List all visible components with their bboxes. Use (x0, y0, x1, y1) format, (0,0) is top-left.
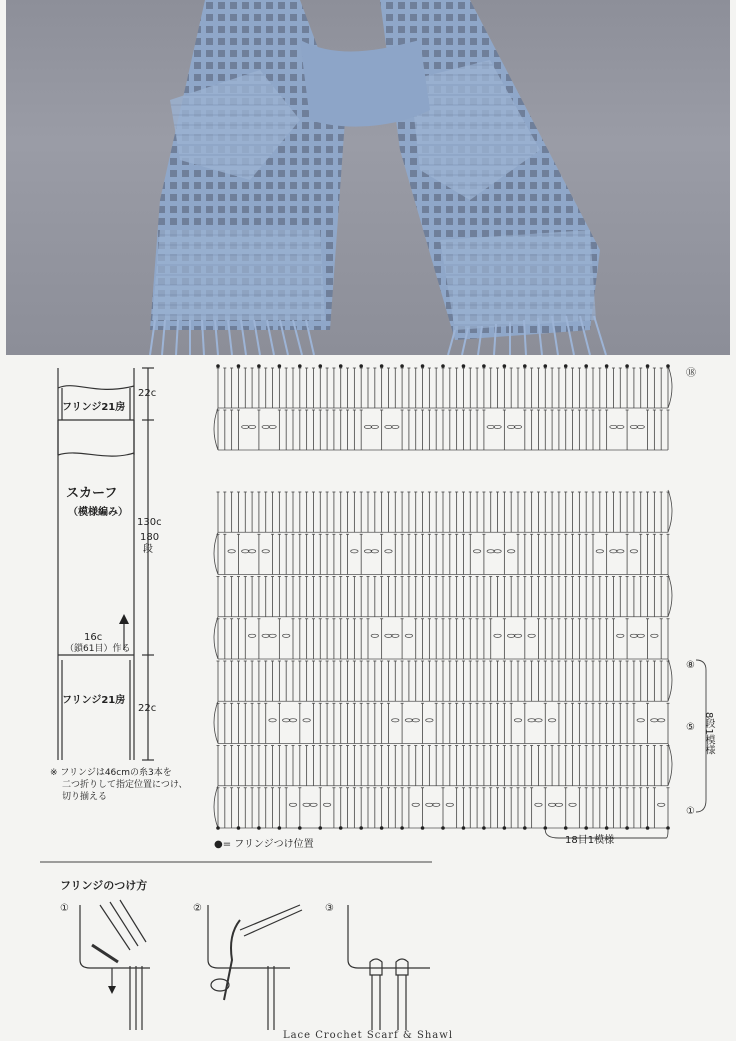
fringe-top-label: フリンジ21房 (62, 402, 126, 413)
row-label-8: ⑧ (686, 660, 695, 671)
scarf-rows-unit: 段 (143, 544, 153, 555)
howto-step-1: ① (60, 903, 69, 914)
scarf-rows-number: 180 (140, 532, 160, 543)
howto-step-2: ② (193, 903, 202, 914)
fringe-bottom-label: フリンジ21房 (62, 695, 126, 706)
repeat-rows-label: 8段1模様 (703, 712, 714, 755)
width-label: 16c (84, 632, 103, 643)
step2-drawing (208, 905, 302, 1030)
fringe-bottom-length: 22c (138, 703, 157, 714)
row-label-1: ① (686, 806, 695, 817)
note-line-1: ※ フリンジは46cmの糸3本を (50, 768, 172, 778)
step3-drawing (348, 905, 430, 1030)
fringe-position-legend: ●= フリンジつけ位置 (214, 839, 314, 850)
book-footer: Lace Crochet Scarf & Shawl (282, 1030, 454, 1041)
note-line-3: 切り揃える (62, 792, 108, 802)
note-line-2: 二つ折りして指定位置につけ、 (62, 780, 188, 790)
step1-drawing (80, 900, 150, 1030)
howto-step-3: ③ (325, 903, 334, 914)
scarf-subtitle: （模様編み） (68, 507, 128, 518)
fringe-top-length: 22c (138, 388, 157, 399)
scarf-title: スカーフ (66, 486, 118, 501)
repeat-stitches-label: 18目1模様 (565, 835, 615, 846)
howto-title: フリンジのつけ方 (60, 879, 148, 892)
width-sublabel: （鎖61目）作る (65, 644, 131, 654)
row-label-5: ⑤ (686, 722, 695, 733)
scarf-length: 130c (137, 517, 162, 528)
row-label-18: ⑱ (686, 368, 696, 379)
